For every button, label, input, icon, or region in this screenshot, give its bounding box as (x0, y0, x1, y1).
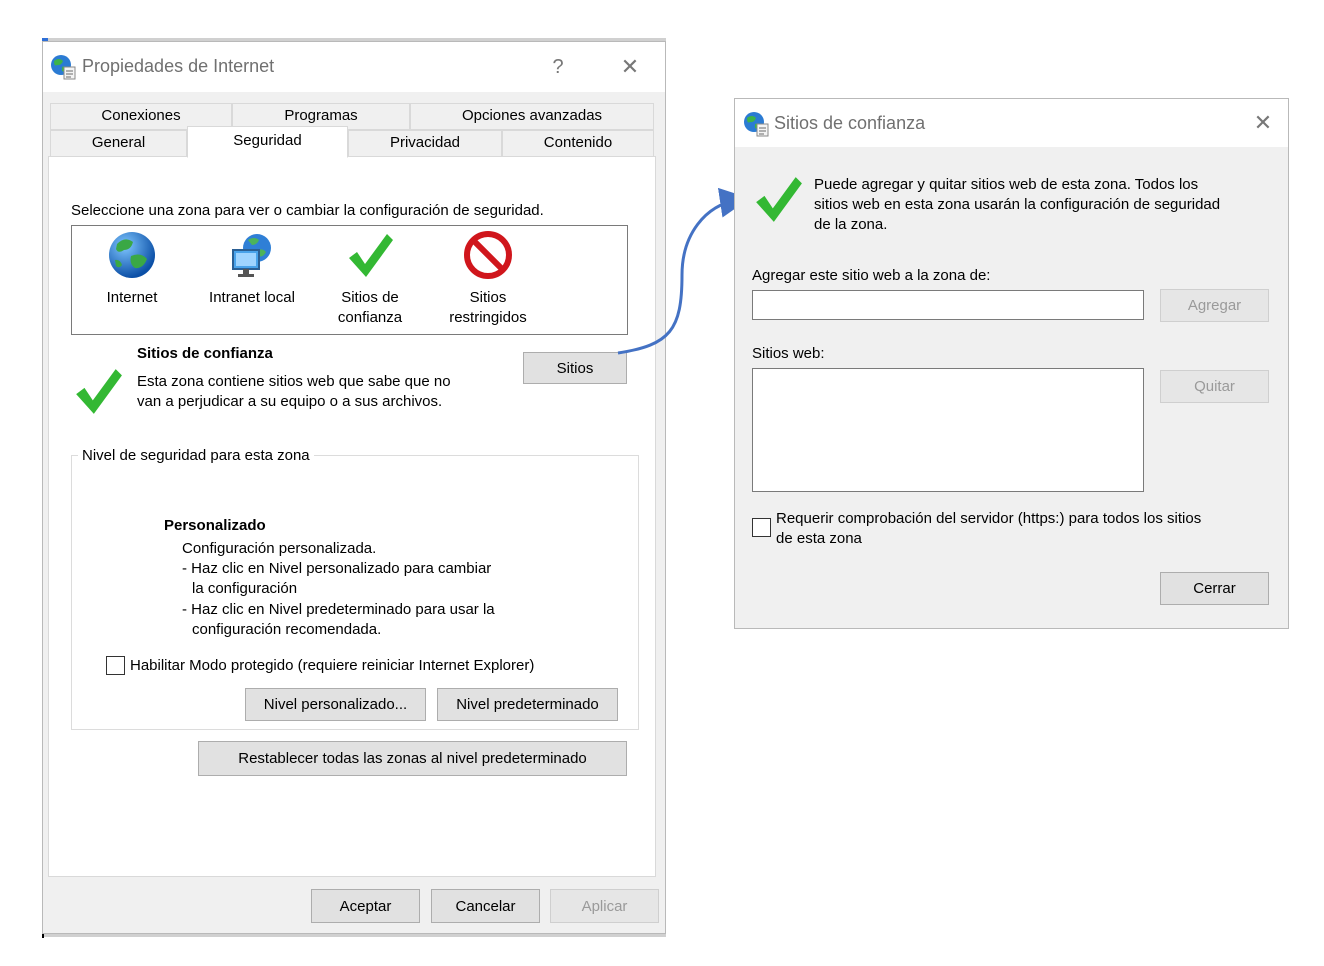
tab-privacidad[interactable]: Privacidad (348, 130, 502, 157)
protected-mode-label[interactable]: Habilitar Modo protegido (requiere reiniciar Internet Explorer) (130, 657, 535, 674)
background-window-edge (42, 934, 666, 937)
tab-general[interactable]: General (50, 130, 187, 157)
close-button[interactable]: ✕ (620, 54, 640, 79)
zone-internet-label: Internet (106, 289, 158, 306)
zone-trusted-label-line2: confianza (337, 309, 403, 326)
https-label-line2[interactable]: de esta zona (776, 530, 862, 547)
https-label-line1[interactable]: Requerir comprobación del servidor (https:) para todos los sitios (776, 510, 1202, 527)
security-level-line: - Haz clic en Nivel personalizado para cambiar (182, 560, 492, 577)
websites-label: Sitios web: (752, 345, 825, 362)
dialog-info-line1: Puede agregar y quitar sitios web de esta zona. Todos los (814, 176, 1199, 193)
internet-options-icon (742, 110, 770, 138)
security-level-line: Configuración personalizada. (182, 540, 377, 557)
zone-sitios-de-confianza[interactable] (332, 230, 408, 328)
dialog-close-action-button[interactable]: Cerrar (1160, 572, 1269, 605)
tab-opciones-avanzadas[interactable]: Opciones avanzadas (410, 103, 654, 130)
selected-zone-check-icon (71, 365, 125, 417)
dialog-title: Sitios de confianza (774, 113, 926, 133)
security-level-line: - Haz clic en Nivel predeterminado para usar la (182, 601, 495, 618)
tab-conexiones[interactable]: Conexiones (50, 103, 232, 130)
selected-zone-desc-line1: Esta zona contiene sitios web que sabe que no (137, 373, 451, 390)
tab-seguridad[interactable]: Seguridad (187, 126, 348, 158)
trusted-check-icon (751, 173, 805, 225)
background-window-strip (1288, 98, 1298, 628)
security-tab-panel (48, 156, 656, 877)
internet-options-icon (49, 53, 77, 81)
add-site-label: Agregar este sitio web a la zona de: (752, 267, 991, 284)
selected-zone-title: Sitios de confianza (137, 345, 273, 362)
protected-mode-checkbox[interactable] (106, 656, 125, 675)
add-site-input[interactable] (752, 290, 1144, 320)
cancel-button[interactable]: Cancelar (431, 889, 540, 923)
restricted-icon (463, 230, 513, 280)
websites-list[interactable] (752, 368, 1144, 492)
zone-sitios-restringidos[interactable] (438, 230, 538, 328)
add-site-button[interactable]: Agregar (1160, 289, 1269, 322)
custom-level-button[interactable]: Nivel personalizado... (245, 688, 426, 721)
zone-intranet-label: Intranet local (209, 289, 295, 306)
selected-zone-desc-line2: van a perjudicar a su equipo o a sus archivos. (137, 393, 443, 410)
dialog-info-line2: sitios web en esta zona usarán la configuración de seguridad (814, 196, 1221, 213)
title-bar[interactable] (43, 42, 665, 92)
trusted-sites-dialog (734, 98, 1289, 629)
window-title: Propiedades de Internet (82, 56, 275, 76)
remove-site-button[interactable]: Quitar (1160, 370, 1269, 403)
dialog-title-bar[interactable] (735, 99, 1288, 147)
tab-programas[interactable]: Programas (232, 103, 410, 130)
security-level-title: Personalizado (164, 517, 266, 534)
globe-icon (107, 230, 157, 280)
security-level-line: la configuración (192, 580, 298, 597)
apply-button[interactable]: Aplicar (550, 889, 659, 923)
security-level-line: configuración recomendada. (192, 621, 382, 638)
dialog-info-line3: de la zona. (814, 216, 888, 233)
zone-restricted-label-line1: Sitios (469, 289, 507, 306)
https-checkbox[interactable] (752, 518, 771, 537)
checkmark-icon (345, 230, 395, 280)
internet-properties-window (42, 41, 666, 934)
zone-list (71, 225, 628, 335)
zone-intranet-local[interactable] (200, 230, 304, 308)
zone-trusted-label-line1: Sitios de (341, 289, 399, 306)
zone-internet[interactable] (90, 230, 174, 308)
intranet-icon (227, 230, 277, 280)
default-level-button[interactable]: Nivel predeterminado (437, 688, 618, 721)
ok-button[interactable]: Aceptar (311, 889, 420, 923)
sites-button[interactable]: Sitios (523, 352, 627, 384)
dialog-close-button[interactable]: ✕ (1253, 110, 1273, 135)
help-button[interactable]: ? (552, 56, 564, 78)
tab-contenido[interactable]: Contenido (502, 130, 654, 157)
reset-all-zones-button[interactable]: Restablecer todas las zonas al nivel predeterminado (198, 741, 627, 776)
zone-restricted-label-line2: restringidos (449, 309, 527, 326)
zone-prompt: Seleccione una zona para ver o cambiar la configuración de seguridad. (71, 202, 544, 219)
security-level-legend: Nivel de seguridad para esta zona (82, 447, 310, 464)
